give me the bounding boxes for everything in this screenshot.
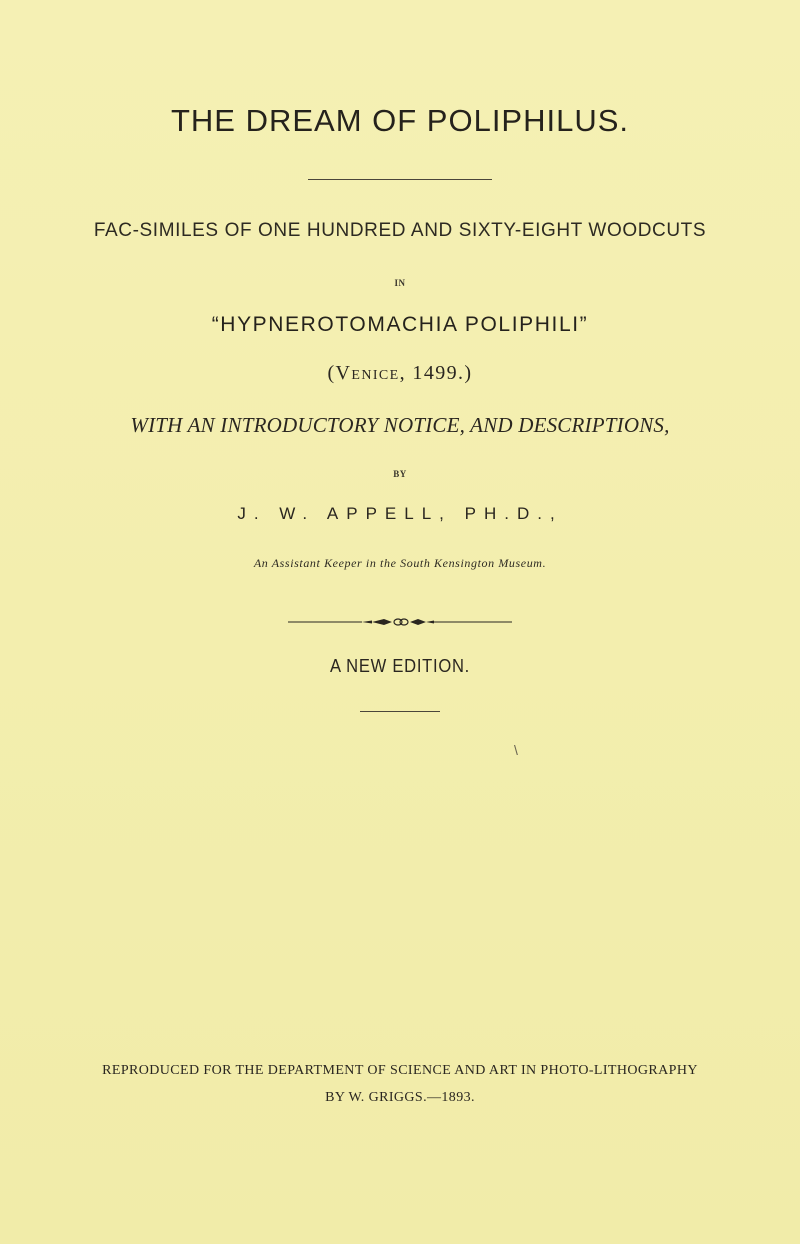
by-word: BY — [393, 469, 407, 479]
printer-line: BY W. GRIGGS.—1893. — [325, 1090, 475, 1105]
intro-line: WITH AN INTRODUCTORY NOTICE, AND DESCRIPTIONS, — [130, 413, 670, 437]
stray-mark: \ — [514, 742, 518, 758]
author-position: An Assistant Keeper in the South Kensington Museum. — [253, 556, 547, 570]
book-title: THE DREAM OF POLIPHILUS. — [170, 103, 630, 138]
reproduction-line: REPRODUCED FOR THE DEPARTMENT OF SCIENCE AND ART IN PHOTO-LITHOGRAPHY — [102, 1063, 698, 1078]
work-title: “HYPNEROTOMACHIA POLIPHILI” — [211, 313, 589, 336]
title-rule — [308, 179, 492, 180]
subtitle: FAC-SIMILES OF ONE HUNDRED AND SIXTY-EIGHT WOODCUTS — [93, 220, 707, 241]
ornamental-divider-icon — [288, 616, 512, 628]
place-date: (Venice, 1499.) — [327, 362, 473, 384]
edition-rule — [360, 711, 440, 712]
in-word: IN — [394, 278, 406, 288]
edition-label: A NEW EDITION. — [329, 656, 471, 676]
author-name: J. W. APPELL, PH.D., — [237, 504, 563, 523]
